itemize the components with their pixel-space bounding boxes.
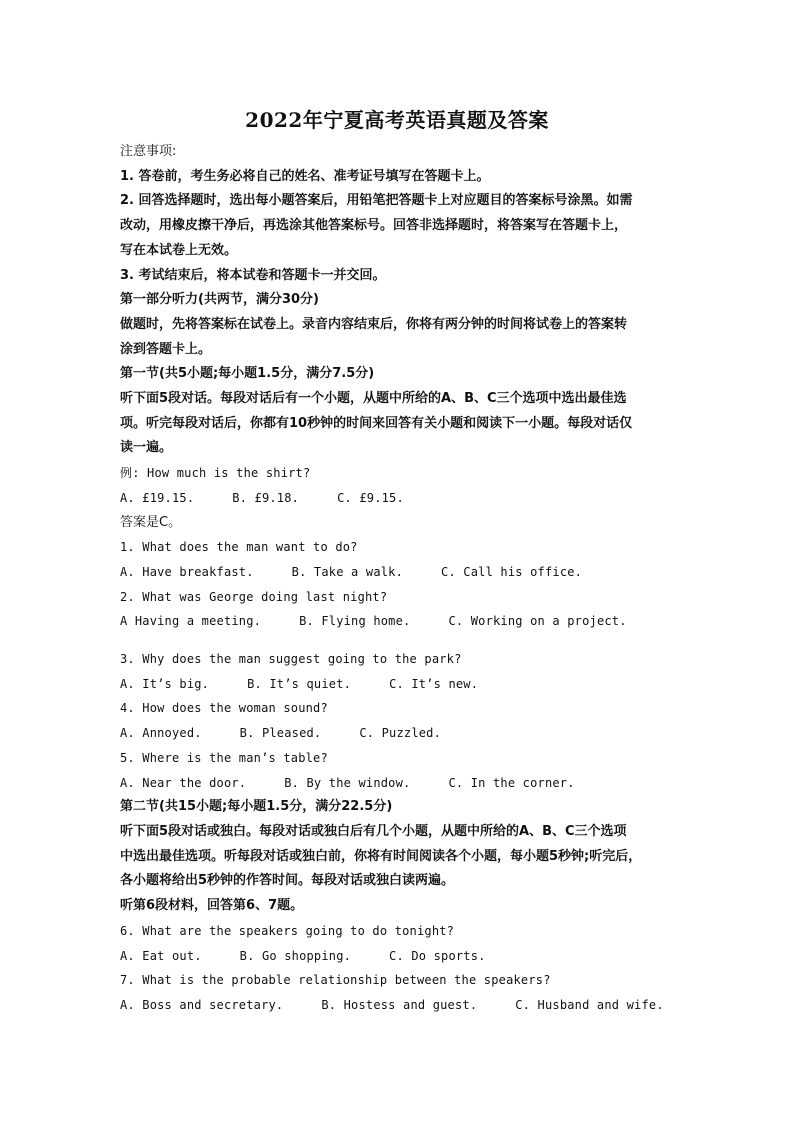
option-a: A Having a meeting.	[120, 614, 262, 629]
section1-intro-c: 读一遍。	[120, 440, 173, 456]
option-c: C. Puzzled.	[359, 726, 442, 741]
option-b: B. Go shopping.	[239, 948, 352, 963]
option-c: C. Husband and wife.	[515, 997, 664, 1012]
option-b: B. Take a walk.	[291, 564, 404, 579]
option-c: C. Working on a project.	[448, 614, 627, 629]
question-5: 5. Where is the man’s table?	[120, 750, 328, 765]
question-1: 1. What does the man want to do?	[120, 540, 358, 555]
notice-item-2a: 2. 回答选择题时，选出每小题答案后，用铅笔把答题卡上对应题目的答案标号涂黑。如需	[120, 193, 633, 209]
option-a: A. It’s big.	[120, 676, 210, 691]
part1-intro-b: 涂到答题卡上。	[120, 341, 212, 357]
option-a: A. Boss and secretary.	[120, 997, 284, 1012]
option-b: B. Pleased.	[239, 726, 322, 741]
option-a: A. £19.15.	[120, 490, 195, 505]
example-answer: 答案是C。	[120, 514, 182, 530]
exam-body	[120, 140, 680, 1018]
section2-intro-a: 听下面5段对话或独白。每段对话或独白后有几个小题，从题中所给的A、B、C三个选项	[120, 823, 627, 839]
option-a: A. Annoyed.	[120, 726, 202, 741]
question-2: 2. What was George doing last night?	[120, 589, 388, 604]
option-c: C. In the corner.	[448, 775, 575, 790]
option-b: B. By the window.	[284, 775, 411, 790]
material-6-heading: 听第6段材料，回答第6、7题。	[120, 898, 304, 914]
question-3-options	[120, 672, 680, 697]
section1-intro-a: 听下面5段对话。每段对话后有一个小题，从题中所给的A、B、C三个选项中选出最佳选	[120, 391, 627, 407]
part1-intro-a: 做题时，先将答案标在试卷上。录音内容结束后，你将有两分钟的时间将试卷上的答案转	[120, 316, 628, 332]
option-c: C. £9.15.	[337, 490, 404, 505]
question-5-options	[120, 771, 680, 796]
notice-item-1: 1. 答卷前，考生务必将自己的姓名、准考证号填写在答题卡上。	[120, 168, 490, 184]
option-c: C. Do sports.	[389, 948, 486, 963]
option-b: B. It’s quiet.	[247, 676, 352, 691]
option-b: B. £9.18.	[232, 490, 300, 505]
spacer	[120, 634, 680, 647]
section2-heading: 第二节(共15小题;每小题1.5分，满分22.5分)	[120, 799, 393, 815]
section2-intro-b: 中选出最佳选项。听每段对话或独白前，你将有时间阅读各个小题，每小题5秒钟;听完后，	[120, 848, 642, 864]
notice-heading: 注意事项:	[120, 144, 177, 159]
question-6-options	[120, 944, 680, 969]
question-1-options	[120, 560, 680, 585]
option-a: A. Eat out.	[120, 948, 202, 963]
example-options	[120, 486, 680, 511]
option-a: A. Near the door.	[120, 775, 247, 790]
question-2-options	[120, 609, 680, 634]
question-6: 6. What are the speakers going to do tonight?	[120, 923, 455, 938]
section1-heading: 第一节(共5小题;每小题1.5分，满分7.5分)	[120, 366, 375, 382]
question-4: 4. How does the woman sound?	[120, 701, 328, 716]
question-3: 3. Why does the man suggest going to the park?	[120, 652, 462, 667]
page-title: 2022年宁夏高考英语真题及答案	[245, 108, 549, 132]
option-b: B. Hostess and guest.	[321, 997, 478, 1012]
section2-intro-c: 各小题将给出5秒钟的作答时间。每段对话或独白读两遍。	[120, 873, 455, 889]
option-b: B. Flying home.	[299, 614, 411, 629]
notice-item-2b: 改动，用橡皮擦干净后，再选涂其他答案标号。回答非选择题时，将答案写在答题卡上，	[120, 218, 628, 234]
option-c: C. Call his office.	[441, 564, 583, 579]
notice-item-2c: 写在本试卷上无效。	[120, 242, 238, 258]
section1-intro-b: 项。听完每段对话后，你都有10秒钟的时间来回答有关小题和阅读下一小题。每段对话仅	[120, 415, 633, 431]
notice-item-3: 3. 考试结束后，将本试卷和答题卡一并交回。	[120, 267, 386, 283]
question-7: 7. What is the probable relationship between the speakers?	[120, 973, 551, 988]
part1-heading: 第一部分听力(共两节，满分30分)	[120, 292, 319, 308]
question-7-options	[120, 993, 680, 1018]
example-question: 例: How much is the shirt?	[120, 466, 311, 481]
option-c: C. It’s new.	[389, 676, 479, 691]
option-a: A. Have breakfast.	[120, 564, 254, 579]
question-4-options	[120, 721, 680, 746]
